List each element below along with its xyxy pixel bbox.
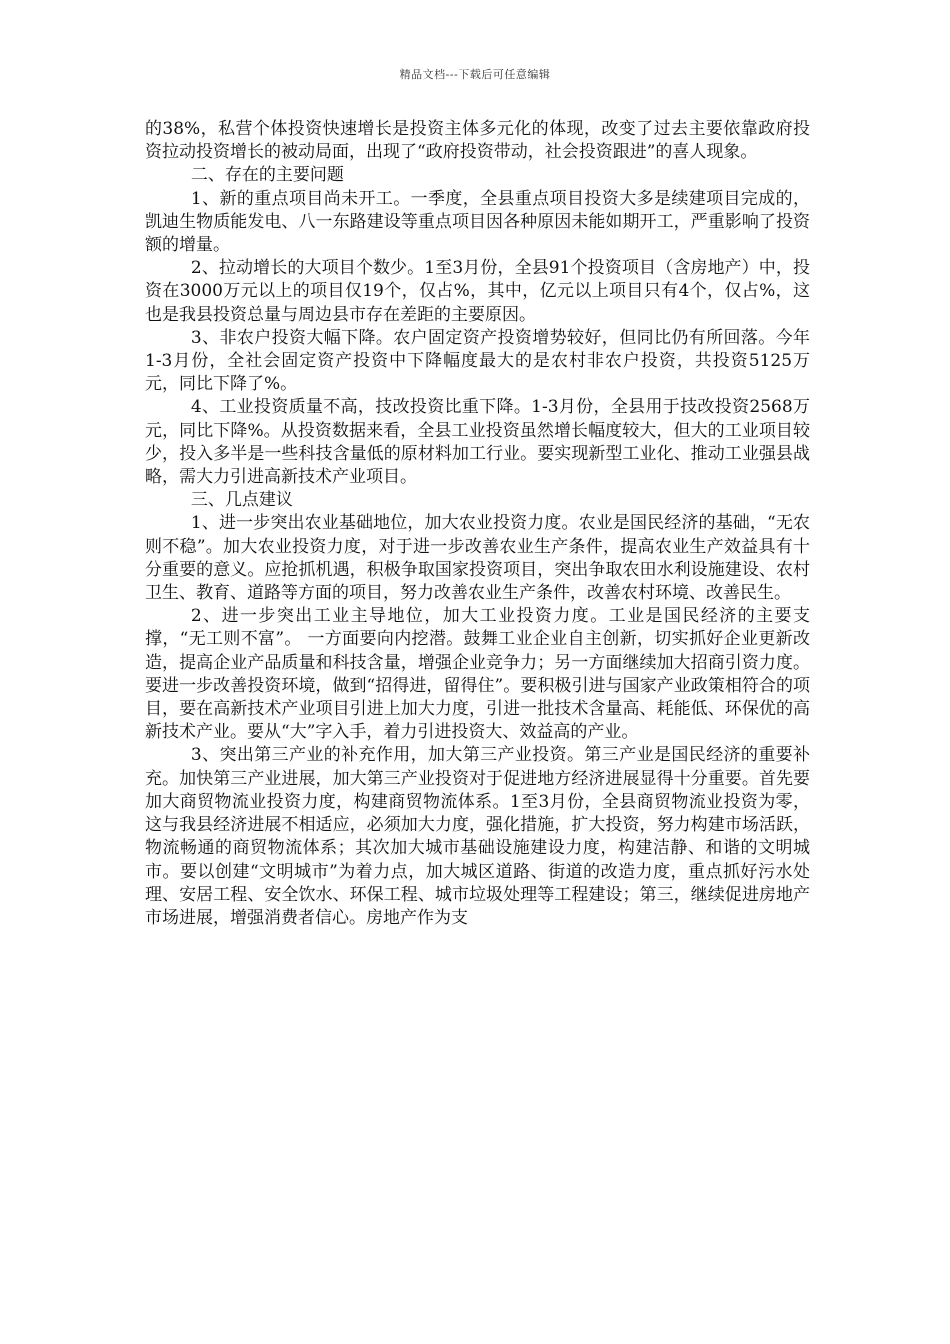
- paragraph: 的38%，私营个体投资快速增长是投资主体多元化的体现，改变了过去主要依靠政府投资拉动投资增长的被动局面，出现了“政府投资带动，社会投资跟进”的喜人现象。: [145, 119, 810, 163]
- page-header: 精品文档---下载后可任意编辑: [399, 68, 551, 81]
- paragraph: 二、存在的主要问题: [190, 165, 344, 186]
- paragraph: 3、非农户投资大幅下降。农户固定资产投资增势较好，但同比仍有所回落。今年1-3月份，全社会固定资产投资中下降幅度最大的是农村非农户投资，共投资5125万元，同比下降了%。: [145, 327, 810, 395]
- paragraph: 1、新的重点项目尚未开工。一季度，全县重点项目投资大多是续建项目完成的，凯迪生物质能发电、八一东路建设等重点项目因各种原因未能如期开工，严重影响了投资额的增量。: [145, 188, 810, 256]
- paragraph: 3、突出第三产业的补充作用，加大第三产业投资。第三产业是国民经济的重要补充。加快第三产业进展，加大第三产业投资对于促进地方经济进展显得十分重要。首先要加大商贸物流业投资力度，构建商贸物流体系。1至3月份，全县商贸物流业投资为零，这与我县经济进展不相适应，必须加大力度，强化措施，扩大投资，努力构建市场活跃，物流畅通的商贸物流体系；其次加大城市基础设施建设力度，构建洁静、和谐的文明城市。要以创建“文明城市”为着力点，加大城区道路、街道的改造力度，重点抓好污水处理、安居工程、安全饮水、环保工程、城市垃圾处理等工程建设；第三，继续促进房地产市场进展，增强消费者信心。房地产作为支: [145, 745, 810, 928]
- paragraph: 1、进一步突出农业基础地位，加大农业投资力度。农业是国民经济的基础，“无农则不稳”。加大农业投资力度，对于进一步改善农业生产条件，提高农业生产效益具有十分重要的意义。应抢抓机遇，积极争取国家投资项目，突出争取农田水利设施建设、农村卫生、教育、道路等方面的项目，努力改善农业生产条件，改善农村环境、改善民生。: [145, 513, 810, 604]
- document-body: [145, 118, 810, 930]
- paragraph: 4、工业投资质量不高，技改投资比重下降。1-3月份，全县用于技改投资2568万元，同比下降%。从投资数据来看，全县工业投资虽然增长幅度较大，但大的工业项目较少，投入多半是一些科技含量低的原材料加工行业。要实现新型工业化、推动工业强县战略，需大力引进高新技术产业项目。: [145, 397, 810, 488]
- paragraph: 三、几点建议: [190, 490, 293, 511]
- paragraph: 2、进一步突出工业主导地位，加大工业投资力度。工业是国民经济的主要支撑，“无工则不富”。 一方面要向内挖潜。鼓舞工业企业自主创新，切实抓好企业更新改造，提高企业产品质量和科技含量，增强企业竞争力；另一方面继续加大招商引资力度。要进一步改善投资环境，做到“招得进，留得住”。要积极引进与国家产业政策相符合的项目，要在高新技术产业项目引进上加大力度，引进一批技术含量高、耗能低、环保优的高新技术产业。要从“大”字入手，着力引进投资大、效益高的产业。: [145, 606, 810, 743]
- paragraph: 2、拉动增长的大项目个数少。1至3月份，全县91个投资项目（含房地产）中，投资在3000万元以上的项目仅19个，仅占%，其中，亿元以上项目只有4个，仅占%，这也是我县投资总量与周边县市存在差距的主要原因。: [145, 258, 810, 325]
